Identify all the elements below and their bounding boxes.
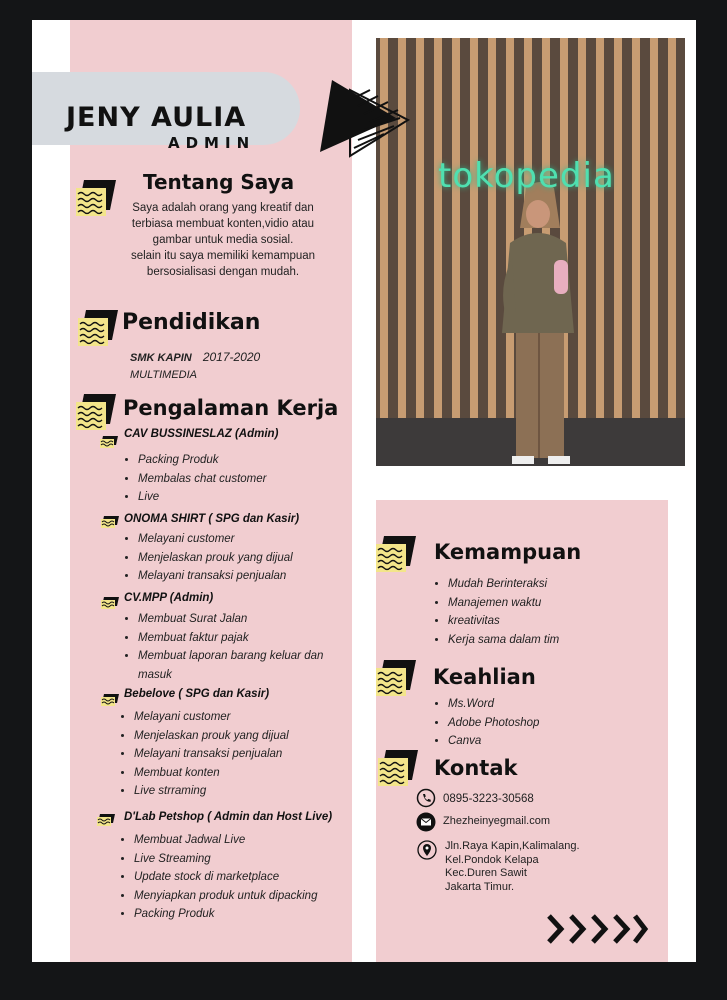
about-line: Saya adalah orang yang kreatif dan [132, 202, 314, 214]
address-line: Kec.Duren Sawit [445, 867, 527, 879]
phone-icon [416, 788, 436, 808]
job-title: Bebelove ( SPG dan Kasir) [124, 688, 270, 700]
job-duties-list [122, 451, 266, 507]
job-title: ONOMA SHIRT ( SPG dan Kasir) [124, 513, 300, 525]
job-duty: • Membuat laporan barang keluar dan masuk [138, 647, 348, 684]
job-duties-list [122, 530, 293, 586]
job-title: CV.MPP (Admin) [124, 592, 214, 604]
about-section-icon [76, 180, 116, 216]
education-title: Pendidikan [122, 310, 261, 335]
contact-address [445, 840, 580, 894]
skills-list [432, 575, 559, 649]
address-line: Kel.Pondok Kelapa [445, 853, 539, 866]
expertise-item: • Canva [448, 732, 539, 751]
job-icon [100, 436, 118, 448]
job-duty: • Live Streaming [134, 850, 317, 869]
about-line: bersosialisasi dengan mudah. [146, 266, 300, 278]
expertise-list [432, 695, 539, 751]
contact-phone: 0895-3223-30568 [443, 793, 534, 805]
contact-title: Kontak [434, 756, 518, 780]
job-duty: • Menjelaskan prouk yang dijual [138, 549, 293, 568]
address-line: Jakarta Timur. [445, 880, 515, 893]
expertise-item: • Adobe Photoshop [448, 714, 539, 733]
skills-section-icon [376, 536, 416, 572]
job-duty: • Membuat Surat Jalan [138, 610, 348, 629]
job-duty: • Melayani transaksi penjualan [138, 567, 293, 586]
about-line: selain itu saya memiliki kemampuan [130, 250, 316, 262]
skill-item: • Kerja sama dalam tim [448, 631, 559, 650]
about-text [118, 200, 328, 280]
person-name: JENY AULIA [66, 102, 247, 133]
job-duty: • Melayani customer [138, 530, 293, 549]
job-duty: • Melayani transaksi penjualan [134, 745, 289, 764]
address-line: Jln.Raya Kapin,Kalimalang. [445, 840, 580, 852]
about-line: gambar untuk media sosial. [152, 234, 294, 246]
job-duty: • Packing Produk [138, 451, 266, 470]
email-icon [416, 812, 436, 832]
skills-title: Kemampuan [434, 540, 582, 564]
job-duty: • Membuat Jadwal Live [134, 831, 317, 850]
job-duties-list [118, 708, 289, 801]
education-major: MULTIMEDIA [130, 369, 198, 381]
skill-item: • Manajemen waktu [448, 594, 559, 613]
education-years: 2017-2020 [202, 350, 261, 364]
job-icon [97, 814, 115, 826]
job-duties-list [122, 610, 348, 684]
job-duty: • Melayani customer [134, 708, 289, 727]
job-icon [101, 694, 119, 706]
sign-text: tokopedia [438, 156, 615, 196]
job-duty: • Membalas chat customer [138, 470, 266, 489]
skill-item: • Mudah Berinteraksi [448, 575, 559, 594]
skill-item: • kreativitas [448, 612, 559, 631]
job-duty: • Menjelaskan prouk yang dijual [134, 727, 289, 746]
person-role: ADMIN [168, 134, 256, 152]
education-school: SMK KAPIN [130, 352, 192, 364]
job-duty: • Membuat konten [134, 764, 289, 783]
profile-photo [376, 38, 685, 466]
contact-email: Zhezheinyegmail.com [443, 815, 550, 827]
experience-title: Pengalaman Kerja [123, 396, 339, 420]
job-title: CAV BUSSINESLAZ (Admin) [124, 428, 279, 440]
chevrons-right-icon [545, 912, 649, 946]
expertise-section-icon [376, 660, 416, 696]
education-school-row [130, 346, 260, 365]
about-line: terbiasa membuat konten,vidio atau [131, 218, 315, 230]
photo-illustration [376, 38, 685, 466]
experience-section-icon [76, 394, 116, 430]
job-title: D'Lab Petshop ( Admin dan Host Live) [124, 811, 333, 823]
expertise-item: • Ms.Word [448, 695, 539, 714]
job-icon [101, 597, 119, 609]
job-duty: • Live strraming [134, 782, 289, 801]
expertise-title: Keahlian [433, 665, 536, 689]
job-duty: • Update stock di marketplace [134, 868, 317, 887]
job-duty: • Live [138, 488, 266, 507]
job-duty: • Packing Produk [134, 905, 317, 924]
job-duty: • Membuat faktur pajak [138, 629, 348, 648]
about-title: Tentang Saya [143, 170, 295, 194]
job-duties-list [118, 831, 317, 924]
education-section-icon [78, 310, 118, 346]
play-arrow-icon [318, 78, 410, 160]
job-duty: • Menyiapkan produk untuk dipacking [134, 887, 317, 906]
contact-section-icon [378, 750, 418, 786]
job-icon [101, 516, 119, 528]
location-pin-icon [417, 840, 437, 860]
